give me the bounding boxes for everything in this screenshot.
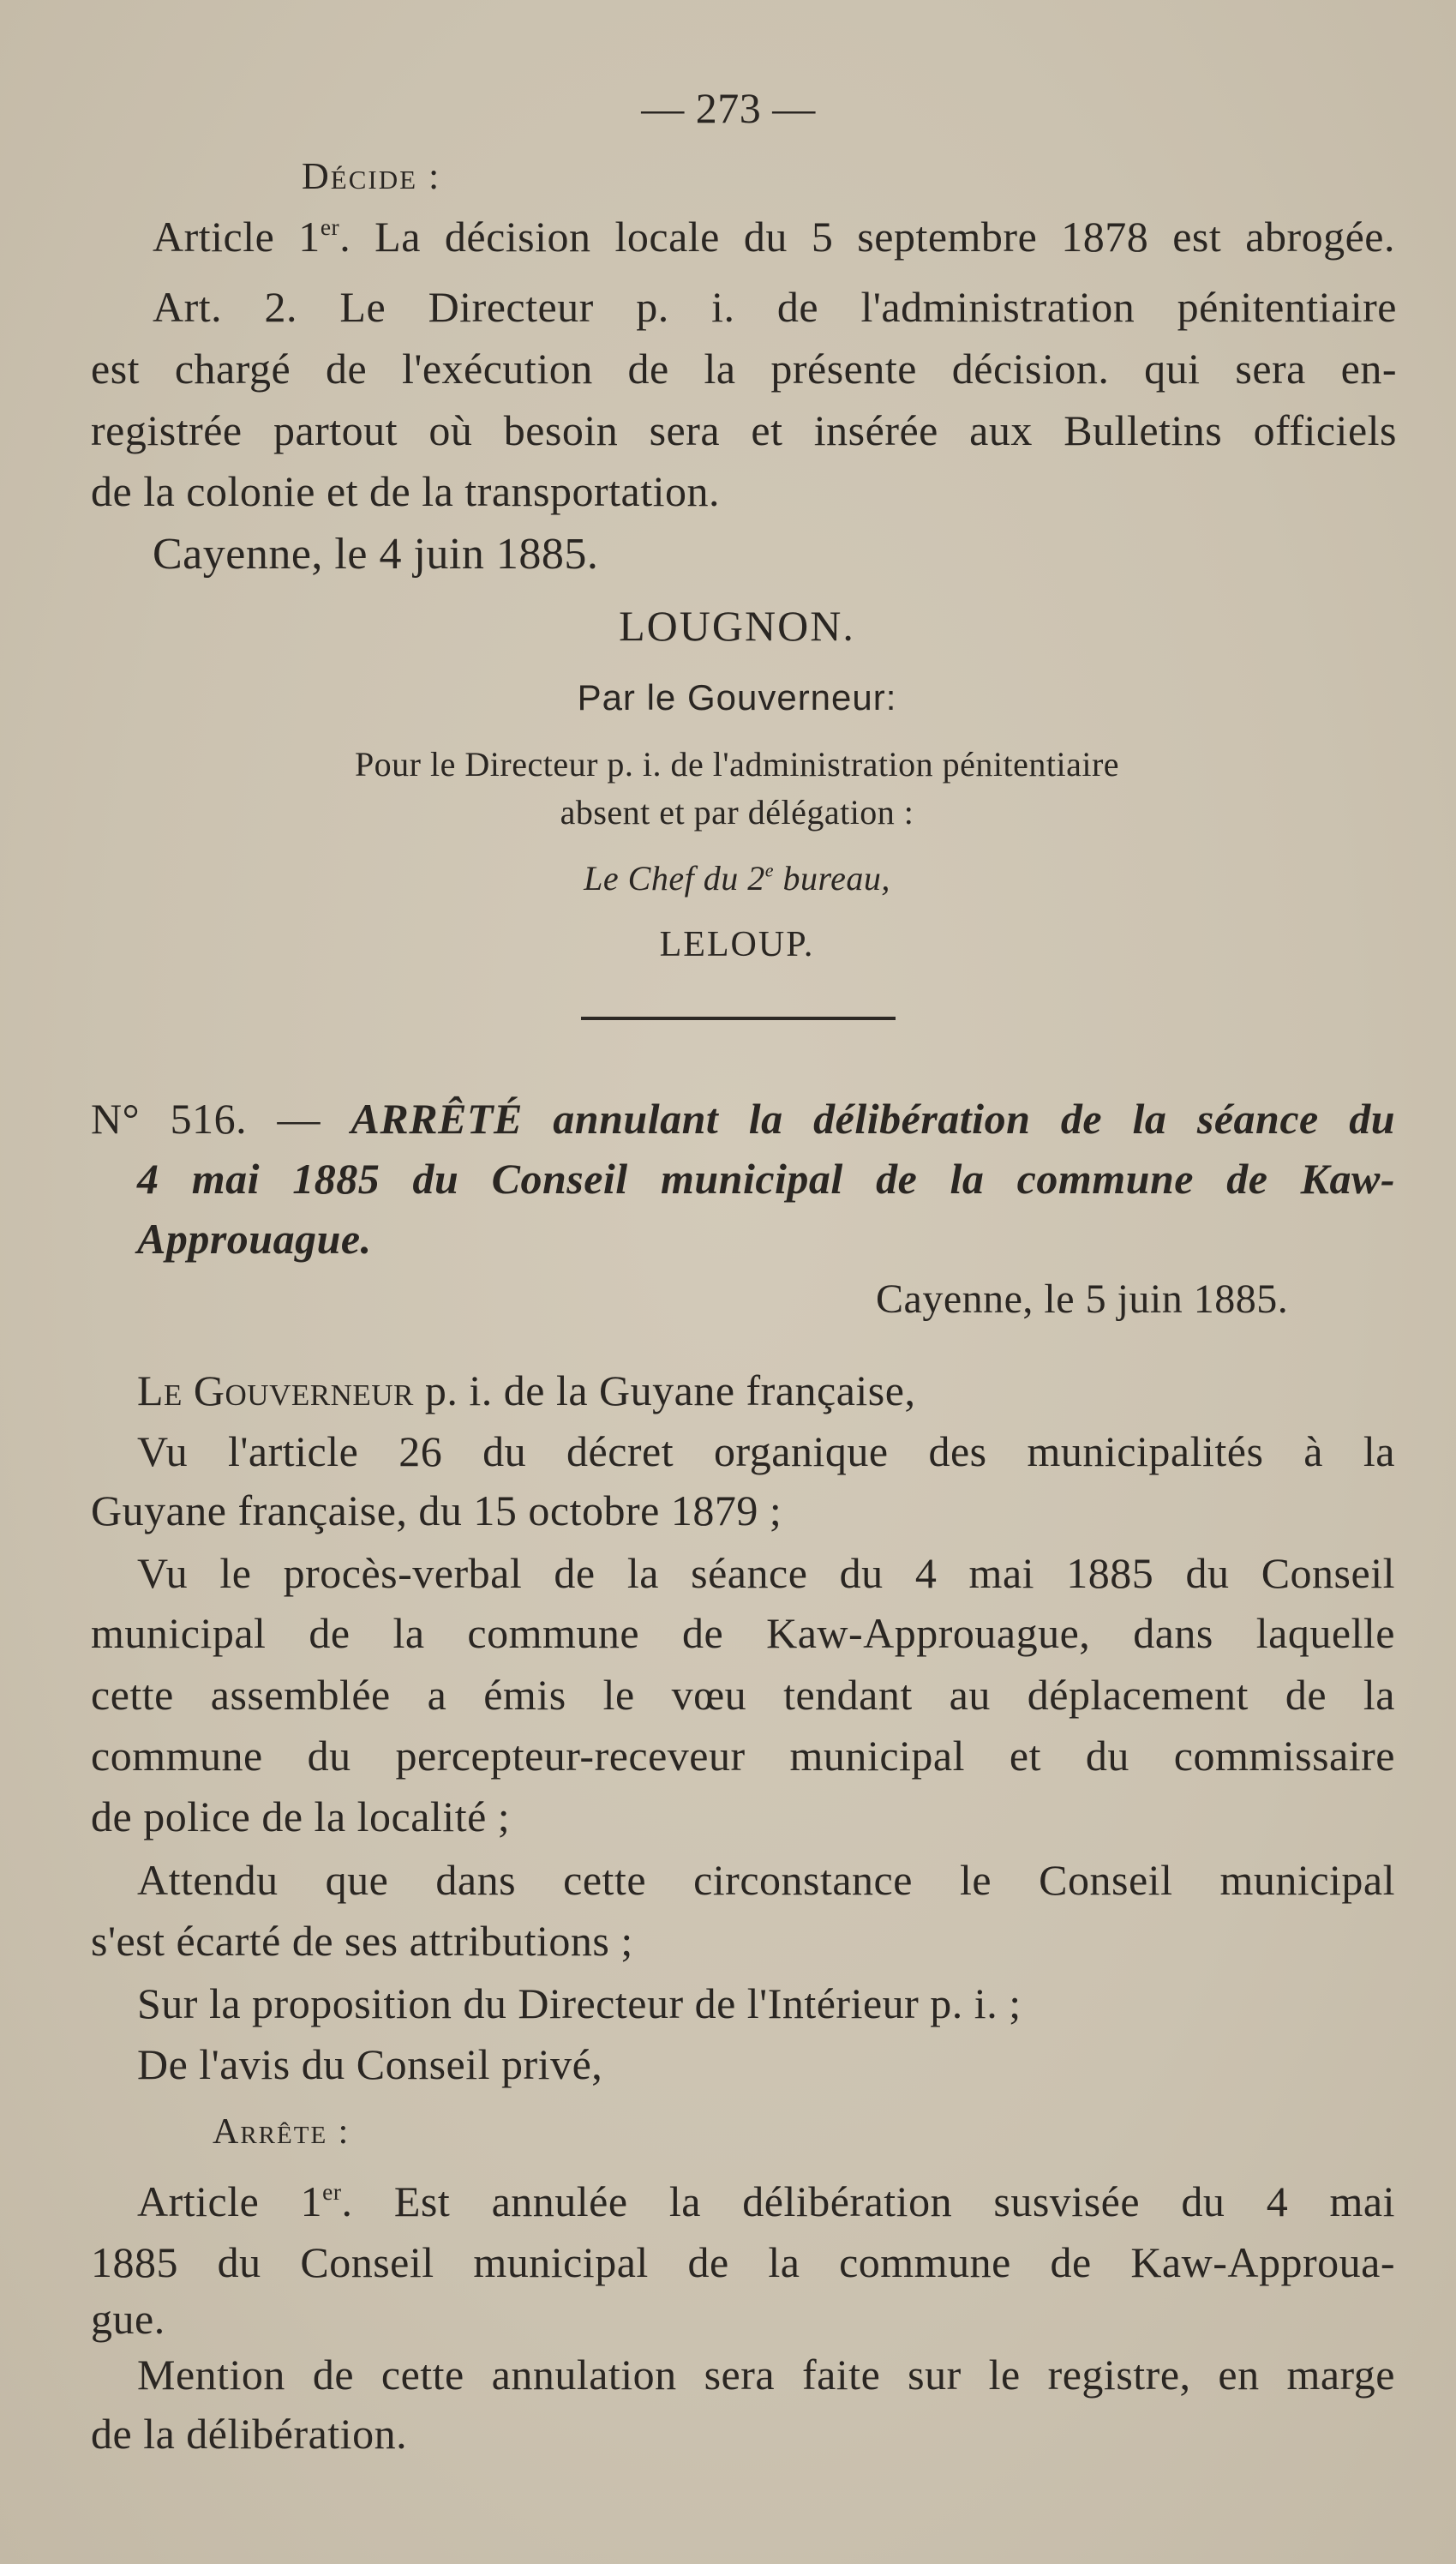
arrete-number: N° 516. — bbox=[91, 1095, 351, 1143]
gouverneur-rest: p. i. de la Guyane française, bbox=[413, 1366, 916, 1414]
arrete-article-line: de la délibération. bbox=[91, 2410, 408, 2458]
considerant-line: s'est écarté de ses attributions ; bbox=[91, 1917, 633, 1965]
arrete-heading: Arrête : bbox=[213, 2112, 351, 2152]
arrete-article-line: Mention de cette annulation sera faite sur le registre, en marge bbox=[137, 2351, 1395, 2399]
chef-bureau-text: Le Chef du 2 bbox=[584, 859, 765, 898]
leloup-signature: LELOUP. bbox=[659, 925, 815, 964]
page-number: — 273 — bbox=[641, 84, 816, 132]
article-1-label: Article 1 bbox=[153, 213, 321, 261]
article-1-superscript: er bbox=[320, 213, 340, 240]
considerant-line: Attendu que dans cette circonstance le Conseil municipal bbox=[137, 1856, 1395, 1904]
arrete-article-1-label: Article 1 bbox=[137, 2177, 323, 2225]
article-1-text: . La décision locale du 5 septembre 1878 est abrogée. bbox=[339, 213, 1395, 261]
arrete-title-rest: annulant la délibération de la séance du bbox=[522, 1095, 1395, 1143]
par-le-gouverneur: Par le Gouverneur: bbox=[577, 677, 897, 718]
chef-bureau-end: bureau, bbox=[773, 859, 890, 898]
place-date: Cayenne, le 4 juin 1885. bbox=[153, 530, 599, 579]
considerant-line: Vu le procès-verbal de la séance du 4 mai 1885 du Conseil bbox=[137, 1549, 1395, 1597]
article-2-line: de la colonie et de la transportation. bbox=[91, 467, 721, 515]
arrete-date: Cayenne, le 5 juin 1885. bbox=[876, 1276, 1289, 1322]
article-2-line: Art. 2. Le Directeur p. i. de l'administration pénitentiaire bbox=[153, 283, 1397, 331]
considerant-line: Vu l'article 26 du décret organique des municipalités à la bbox=[137, 1427, 1395, 1475]
section-divider bbox=[581, 1017, 896, 1020]
considerant-line: municipal de la commune de Kaw-Approuague, dans laquelle bbox=[91, 1609, 1395, 1657]
arrete-title-line-3: Approuague. bbox=[137, 1215, 372, 1263]
article-1-paragraph bbox=[153, 211, 1395, 262]
article-2-line: registrée partout où besoin sera et insérée aux Bulletins officiels bbox=[91, 406, 1397, 454]
considerant-line: cette assemblée a émis le vœu tendant au déplacement de la bbox=[91, 1671, 1395, 1719]
arrete-title-line-2: 4 mai 1885 du Conseil municipal de la commune de Kaw- bbox=[137, 1155, 1395, 1203]
gouverneur-smallcaps: Le Gouverneur bbox=[137, 1366, 414, 1414]
gouverneur-line bbox=[137, 1365, 915, 1416]
arrete-article-line: gue. bbox=[91, 2295, 165, 2343]
pour-le-directeur: Pour le Directeur p. i. de l'administration pénitentiaire bbox=[354, 745, 1120, 784]
signatory-name: LOUGNON. bbox=[619, 602, 855, 650]
arrete-title-line-1 bbox=[91, 1093, 1395, 1144]
arrete-article-1 bbox=[137, 2176, 1395, 2227]
article-2-line: est chargé de l'exécution de la présente décision. qui sera en- bbox=[91, 345, 1397, 393]
considerant-line: Guyane française, du 15 octobre 1879 ; bbox=[91, 1486, 782, 1534]
absent-delegation: absent et par délégation : bbox=[560, 793, 914, 832]
considerant-line: De l'avis du Conseil privé, bbox=[137, 2040, 603, 2088]
arrete-article-line: 1885 du Conseil municipal de la commune de Kaw-Approua- bbox=[91, 2238, 1395, 2286]
decide-heading: Décide : bbox=[302, 155, 441, 197]
chef-bureau-superscript: e bbox=[764, 859, 774, 881]
chef-bureau bbox=[428, 853, 1046, 904]
arrete-title-word: ARRÊTÉ bbox=[351, 1095, 523, 1143]
considerant-line: Sur la proposition du Directeur de l'Intérieur p. i. ; bbox=[137, 1979, 1022, 2027]
arrete-article-1-superscript: er bbox=[322, 2177, 342, 2205]
considerant-line: de police de la localité ; bbox=[91, 1792, 511, 1840]
considerant-line: commune du percepteur-receveur municipal et du commissaire bbox=[91, 1732, 1395, 1780]
arrete-article-1-text: . Est annulée la délibération susvisée du 4 mai bbox=[341, 2177, 1395, 2225]
